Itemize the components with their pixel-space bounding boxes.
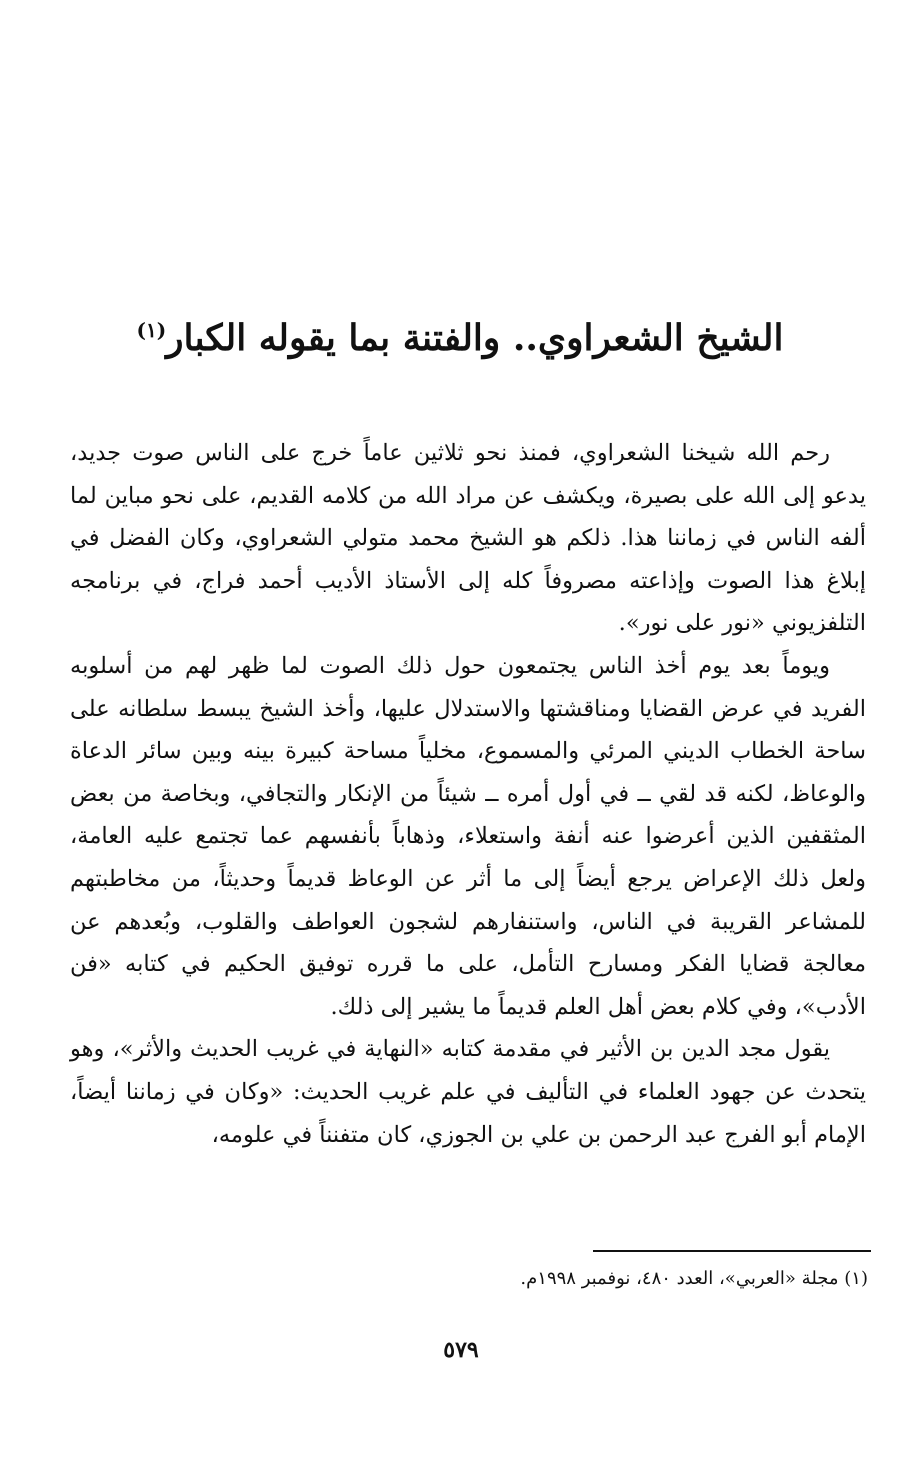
footnote-separator [593, 1250, 871, 1252]
body-text [70, 432, 866, 1156]
page-number: ٥٧٩ [443, 1337, 479, 1363]
title-footnote-marker: (١) [136, 318, 167, 342]
paragraph-1: رحم الله شيخنا الشعراوي، فمنذ نحو ثلاثين عاماً خرج على الناس صوت جديد، يدعو إلى الله على بصيرة، ويكشف عن مراد الله من كلامه القديم، على نحو مباين لما ألفه الناس في زماننا هذا. ذلكم هو الشيخ محمد متولي الشعراوي، وكان الفضل في إبلاغ هذا الصوت وإذاعته مصروفاً كله إلى الأستاذ الأديب أحمد فراج، في برنامجه التلفزيوني «نور على نور». [70, 440, 866, 637]
paragraph-3: يقول مجد الدين بن الأثير في مقدمة كتابه «النهاية في غريب الحديث والأثر»، وهو يتحدث عن جهود العلماء في التأليف في علم غريب الحديث: «وكان في زماننا أيضاً، الإمام أبو الفرج عبد الرحمن بن علي بن الجوزي، كان متفنناً في علومه، [70, 1036, 866, 1148]
chapter-title [60, 300, 860, 368]
paragraph-2: ويوماً بعد يوم أخذ الناس يجتمعون حول ذلك الصوت لما ظهر لهم من أسلوبه الفريد في عرض القضايا ومناقشتها والاستدلال عليها، وأخذ الشيخ يبسط سلطانه على ساحة الخطاب الديني المرئي والمسموع، مخلياً مساحة كبيرة بينه وبين سائر الدعاة والوعاظ، لكنه قد لقي ــ في أول أمره ــ شيئاً من الإنكار والتجافي، وبخاصة من بعض المثقفين الذين أعرضوا عنه أنفة واستعلاء، وذهاباً بأنفسهم عما تجتمع عليه العامة، ولعل ذلك الإعراض يرجع أيضاً إلى ما أثر عن الوعاظ قديماً وحديثاً، من مخاطبتهم للمشاعر القريبة في الناس، واستنفارهم لشجون العواطف والقلوب، وبُعدهم عن معالجة قضايا الفكر ومسارح التأمل، على ما قرره توفيق الحكيم في كتابه «فن الأدب»، وفي كلام بعض أهل العلم قديماً ما يشير إلى ذلك. [70, 652, 866, 1020]
chapter-title-text: الشيخ الشعراوي.. والفتنة بما يقوله الكبار [166, 317, 784, 359]
footnote: (١) مجلة «العربي»، العدد ٤٨٠، نوفمبر ١٩٩٨م. [520, 1268, 868, 1289]
